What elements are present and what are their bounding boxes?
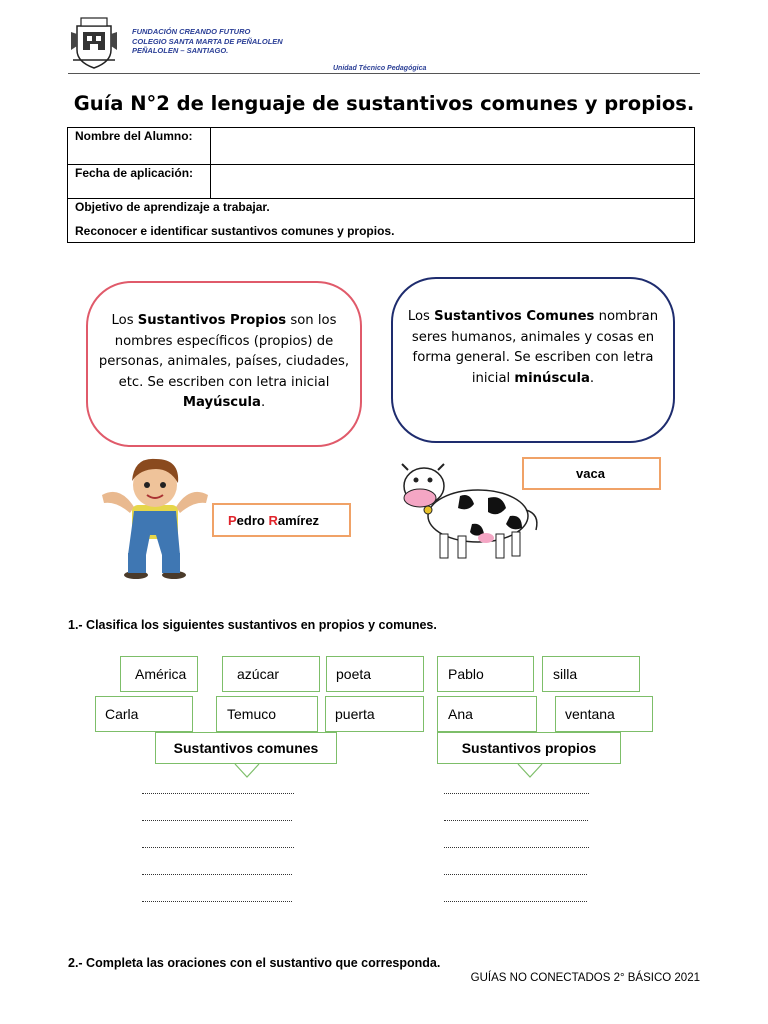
page-title: Guía N°2 de lenguaje de sustantivos comunes y propios. xyxy=(73,92,695,115)
objective-label: Objetivo de aprendizaje a trabajar. xyxy=(75,200,270,214)
common-def-pre: Los xyxy=(407,309,435,324)
proper-answer-line[interactable] xyxy=(444,901,587,902)
proper-answer-line[interactable] xyxy=(444,793,589,794)
word-card[interactable]: Pablo xyxy=(437,656,534,692)
common-def-end: . xyxy=(589,370,595,386)
common-answer-line[interactable] xyxy=(142,793,294,794)
school-line-2: COLEGIO SANTA MARTA DE PEÑALOLEN xyxy=(132,36,283,46)
student-info-table xyxy=(67,127,695,243)
word-card[interactable]: puerta xyxy=(325,696,424,732)
page-footer: GUÍAS NO CONECTADOS 2° BÁSICO 2021 xyxy=(470,972,700,984)
school-name-block xyxy=(132,27,283,56)
boy-icon xyxy=(100,455,210,580)
proper-def-key: Mayúscula xyxy=(182,395,261,410)
common-answer-line[interactable] xyxy=(142,874,292,875)
boy-illustration xyxy=(100,455,210,580)
common-answer-line[interactable] xyxy=(142,847,294,848)
school-crest-icon xyxy=(69,16,119,70)
common-def-body: nombran seres humanos, animales y cosas en forma general. Se escriben con letra inicial xyxy=(411,309,659,386)
proper-def-term: Sustantivos Propios xyxy=(137,313,287,328)
common-category-box: Sustantivos comunes xyxy=(155,732,337,764)
date-label: Fecha de aplicación: xyxy=(68,165,211,199)
question-2: 2.- Completa las oraciones con el sustantivo que corresponda. xyxy=(68,956,441,970)
word-card[interactable]: ventana xyxy=(555,696,653,732)
student-name-field[interactable] xyxy=(211,128,695,165)
date-field[interactable] xyxy=(211,165,695,199)
student-name-label: Nombre del Alumno: xyxy=(68,128,211,165)
word-card[interactable]: silla xyxy=(542,656,640,692)
word-card[interactable]: Carla xyxy=(95,696,193,732)
proper-noun-definition xyxy=(86,281,362,447)
proper-def-pre: Los xyxy=(111,313,138,328)
proper-example-first-initial: P xyxy=(228,513,237,528)
word-card[interactable]: Ana xyxy=(437,696,537,732)
proper-example-last-rest: amírez xyxy=(277,513,320,528)
common-def-key: minúscula xyxy=(514,370,590,386)
common-noun-definition xyxy=(391,277,675,443)
word-card[interactable]: América xyxy=(120,656,198,692)
proper-answer-line[interactable] xyxy=(444,847,589,848)
common-answer-line[interactable] xyxy=(142,901,292,902)
common-noun-example: vaca xyxy=(522,457,661,490)
objective-text: Reconocer e identificar sustantivos comunes y propios. xyxy=(75,224,395,238)
school-line-1: FUNDACIÓN CREANDO FUTURO xyxy=(132,27,251,36)
header-divider xyxy=(68,73,700,74)
common-answer-line[interactable] xyxy=(142,820,292,821)
proper-noun-example xyxy=(212,503,351,537)
word-card[interactable]: poeta xyxy=(326,656,424,692)
objective-cell xyxy=(68,199,695,243)
school-line-3: PEÑALOLEN – SANTIAGO. xyxy=(132,46,229,55)
proper-def-end: . xyxy=(260,395,266,410)
proper-example-first-rest: edro xyxy=(236,513,269,528)
proper-answer-line[interactable] xyxy=(444,874,587,875)
proper-arrow-icon xyxy=(517,763,543,784)
proper-def-body: son los nombres específicos (propios) de personas, animales, países, ciudades, etc. Se escriben con letra inicial xyxy=(98,313,350,390)
proper-answer-line[interactable] xyxy=(444,820,588,821)
unit-label: Unidad Técnico Pedagógica xyxy=(333,65,427,72)
proper-category-box: Sustantivos propios xyxy=(437,732,621,764)
word-card[interactable]: Temuco xyxy=(216,696,318,732)
common-arrow-icon xyxy=(234,763,260,784)
common-def-term: Sustantivos Comunes xyxy=(434,309,595,324)
question-1: 1.- Clasifica los siguientes sustantivos en propios y comunes. xyxy=(68,618,437,632)
word-card[interactable]: azúcar xyxy=(222,656,320,692)
proper-example-last-initial: R xyxy=(268,513,278,528)
school-logo xyxy=(69,16,119,70)
